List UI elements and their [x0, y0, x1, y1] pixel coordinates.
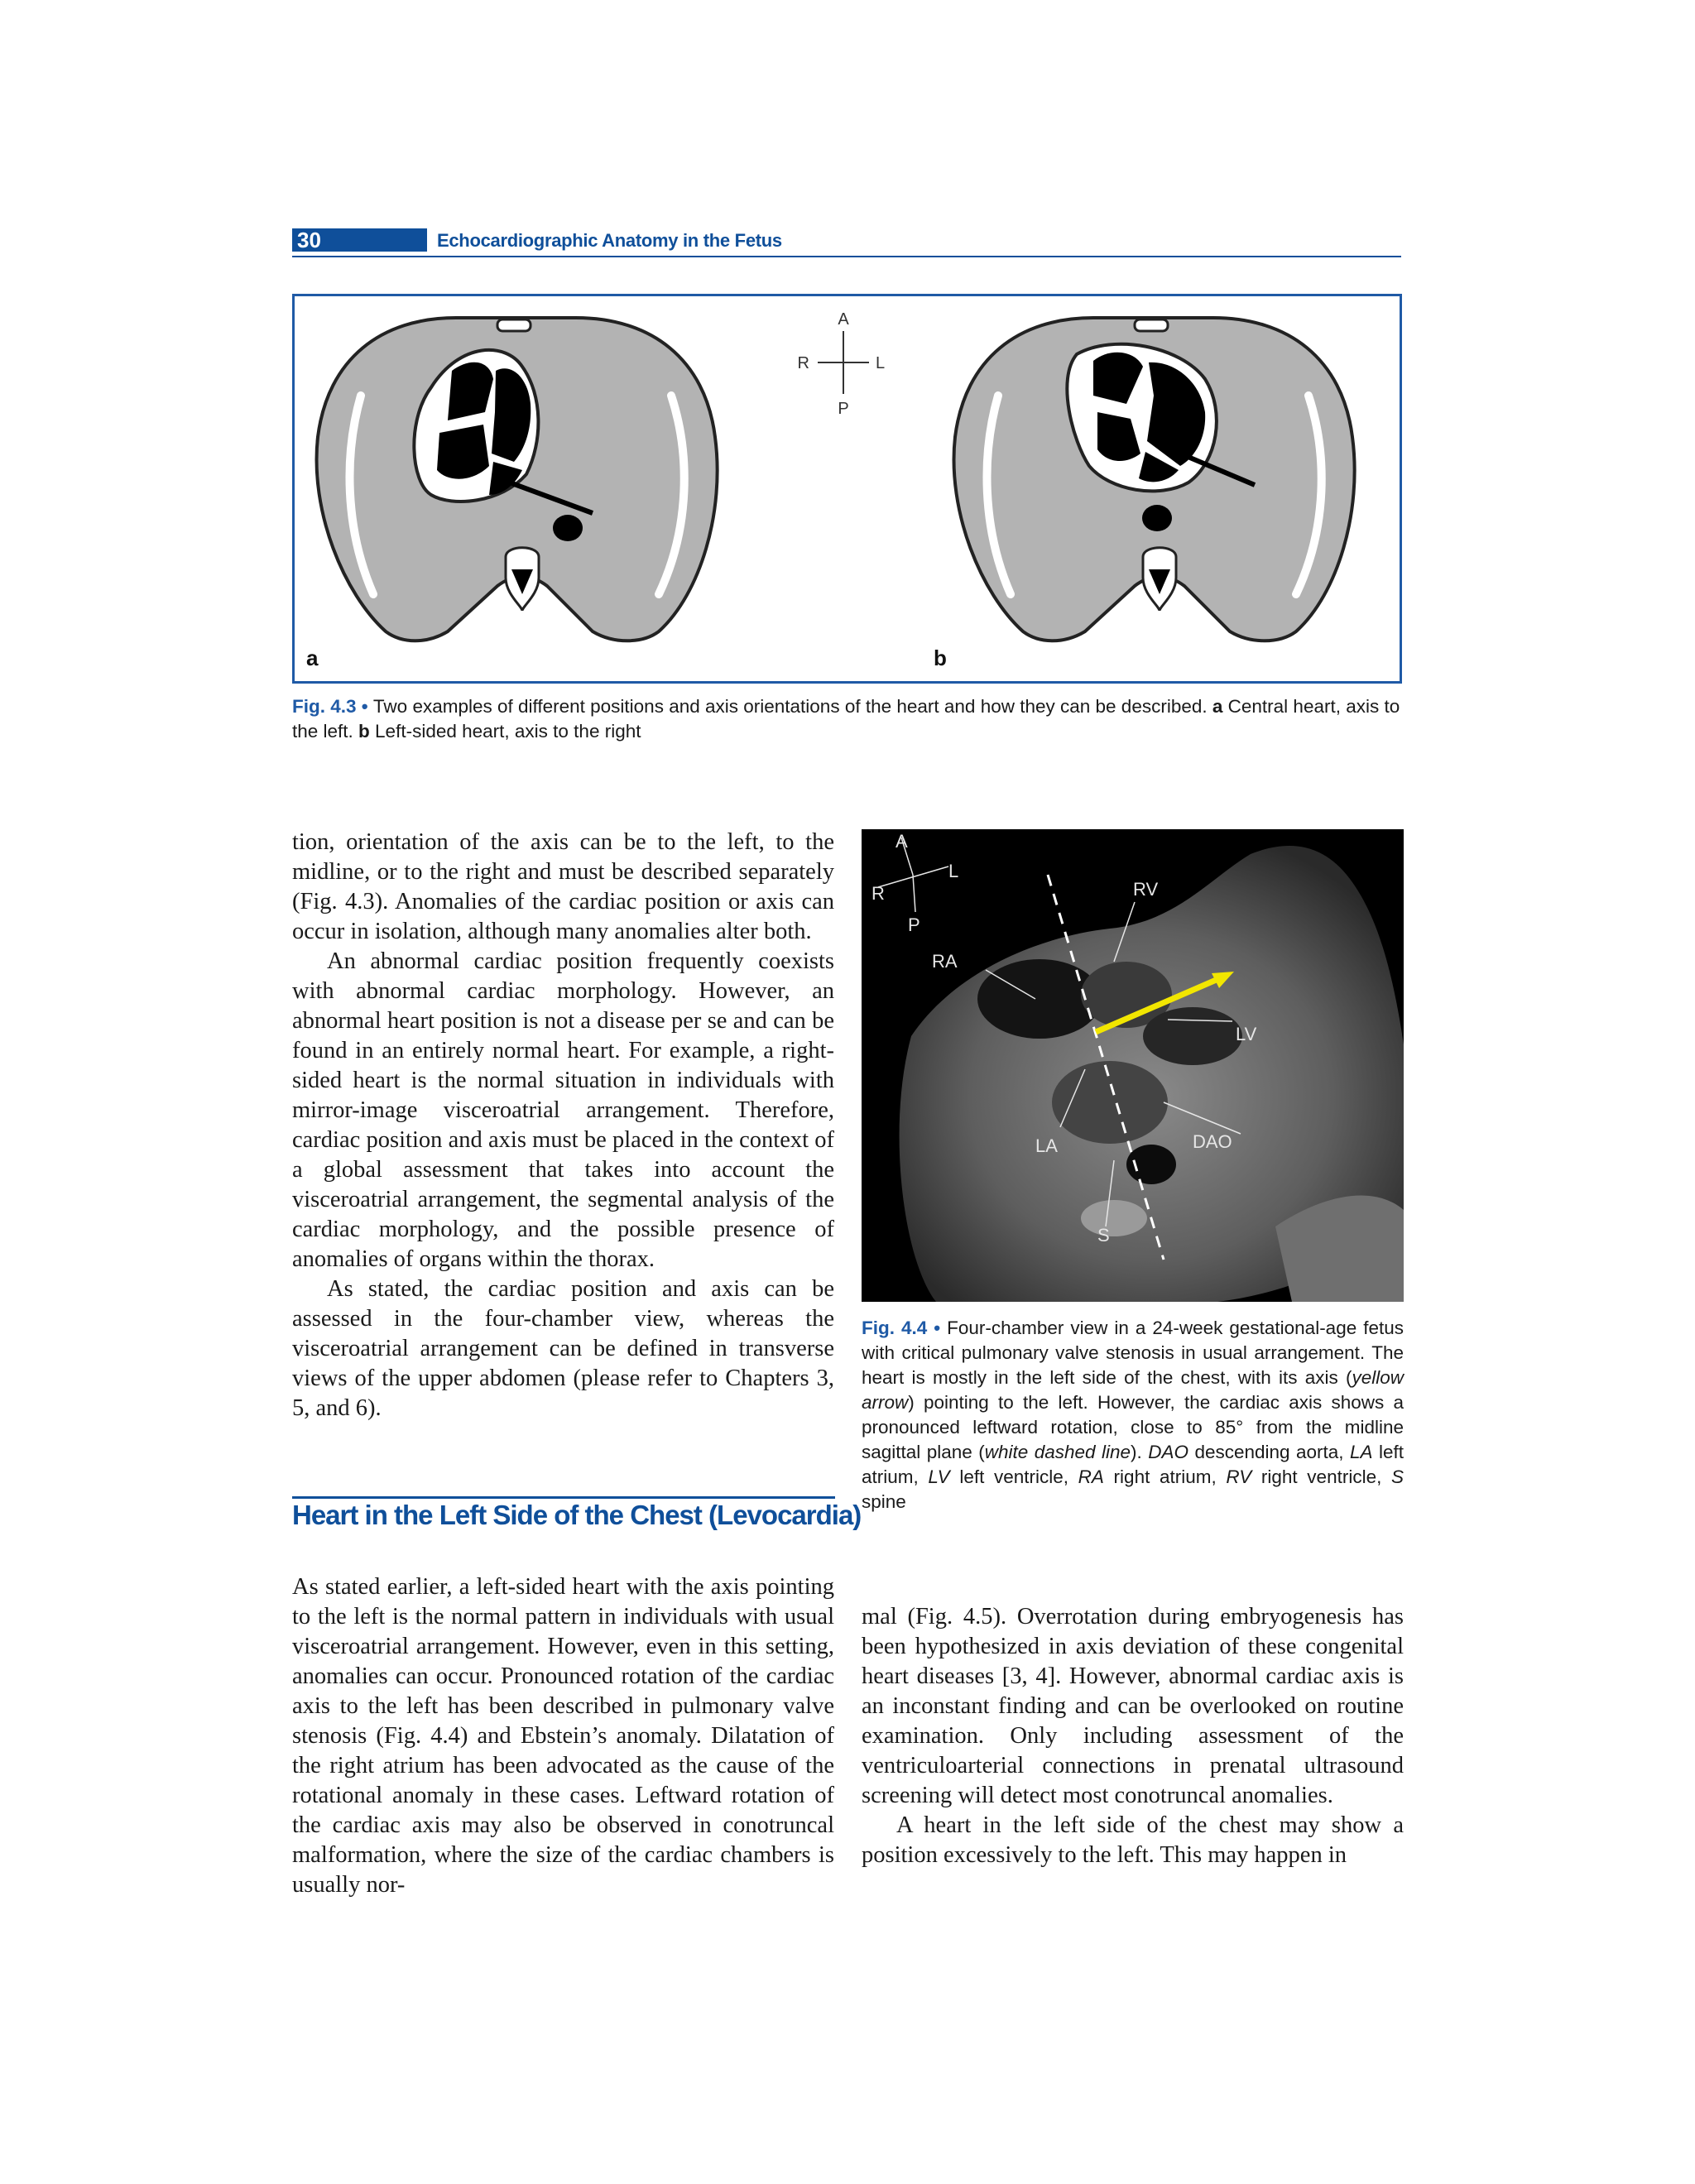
header-rule	[292, 256, 1401, 257]
thorax-diagram-a	[317, 318, 718, 641]
fig44-caption-text-5: left atrium,	[862, 1442, 1404, 1487]
fig43-caption-label: Fig. 4.3	[292, 696, 357, 717]
fig43-caption-a: a	[1212, 696, 1223, 717]
left-paragraph-2: An abnormal cardiac position frequently coexists with abnormal cardiac morphology. However, an abnormal heart position is not a disease per se and can be found in an entirely normal heart. For example, a right-sided heart is the normal situation in individuals with mirror-image visceroatrial arrangement. Therefore, cardiac position and axis must be placed in the context of a global assessment that takes into account the visceroatrial arrangement, the segmental analysis of the cardiac morphology, and the possible presence of anomalies of organs within the thorax.	[292, 948, 834, 1272]
us-orient-r: R	[872, 883, 885, 904]
fig43-caption-text-3: Left-sided heart, axis to the right	[369, 721, 641, 742]
page-number-box	[292, 228, 427, 252]
left-paragraph-3: As stated, the cardiac position and axis can be assessed in the four-chamber view, whereas the visceroatrial arrangement can be defined in transverse views of the upper abdomen (please refer to Chapters 3, 5, and 6).	[292, 1276, 834, 1421]
fig44-caption-text-4: descending aorta,	[1188, 1442, 1350, 1462]
fig43-caption-b: b	[358, 721, 370, 742]
fig44-caption-text-1: Four-chamber view in a 24-week gestational-age fetus with critical pulmonary valve stenosis in usual arrangement. The heart is mostly in the left side of the chest, with its axis (	[862, 1318, 1404, 1388]
figure-4-4-ultrasound	[862, 829, 1404, 1302]
fig44-caption-text-8: right ventricle,	[1251, 1466, 1391, 1487]
section-heading: Heart in the Left Side of the Chest (Levocardia)	[292, 1500, 862, 1530]
us-orient-a: A	[896, 831, 908, 852]
running-header	[292, 225, 1401, 258]
panel-label-a: a	[306, 646, 319, 670]
fig44-caption-italic-1: yellow arrow	[862, 1367, 1404, 1413]
fig43-caption-text-1: Two examples of different positions and axis orientations of the heart and how they can be described.	[372, 696, 1212, 717]
fig44-caption-label: Fig. 4.4	[862, 1318, 928, 1338]
orient-p: P	[838, 400, 849, 418]
fig44-abbr-la: LA	[1350, 1442, 1373, 1462]
fig44-caption-text-7: right atrium,	[1103, 1466, 1227, 1487]
bottom-right-column	[862, 1602, 1404, 1870]
fig44-caption-text-9: spine	[862, 1491, 906, 1512]
fig43-caption-bullet: •	[356, 696, 373, 717]
figure-4-3-caption	[292, 694, 1402, 744]
thorax-diagrams	[295, 296, 1400, 681]
bottom-left-column	[292, 1572, 834, 1900]
orientation-cross-fig43	[798, 310, 886, 418]
fig44-abbr-rv: RV	[1226, 1466, 1252, 1487]
bottom-right-paragraph-2: A heart in the left side of the chest may show a position excessively to the left. This may happen in	[862, 1812, 1404, 1868]
label-rv: RV	[1133, 879, 1159, 900]
orient-r: R	[797, 354, 809, 372]
label-la: LA	[1035, 1135, 1058, 1156]
orient-l: L	[876, 354, 886, 372]
fig44-caption-text-3: ).	[1131, 1442, 1149, 1462]
fig44-caption-italic-2: white dashed line	[984, 1442, 1131, 1462]
figure-4-4-caption	[862, 1316, 1404, 1514]
fig43-caption-text-2: Central heart, axis to the left.	[292, 696, 1400, 742]
fig44-caption-text-2: ) pointing to the left. However, the cardiac axis shows a pronounced leftward rotation, close to 85° from the midline sagittal plane (	[862, 1392, 1404, 1462]
label-dao: DAO	[1193, 1131, 1232, 1152]
left-column-text	[292, 828, 834, 1423]
bottom-right-paragraph-1: mal (Fig. 4.5). Overrotation during embryogenesis has been hypothesized in axis deviation of these congenital heart diseases [3, 4]. However, abnormal cardiac axis is an inconstant finding and can be overlooked on routine examination. Only including assessment of the ventriculoarterial connections in prenatal ultrasound screening will detect most conotruncal anomalies.	[862, 1604, 1404, 1808]
fig44-abbr-ra: RA	[1078, 1466, 1104, 1487]
label-lv: LV	[1236, 1024, 1257, 1044]
label-s: S	[1097, 1225, 1110, 1246]
orient-a: A	[838, 310, 849, 329]
thorax-diagram-b	[954, 318, 1355, 641]
fig44-caption-bullet: •	[927, 1318, 948, 1338]
bottom-left-paragraph-1: As stated earlier, a left-sided heart with the axis pointing to the left is the normal pattern in individuals with usual visceroatrial arrangement. However, even in this setting, anomalies can occur. Pronounced rotation of the cardiac axis to the left has been described in pulmonary valve stenosis (Fig. 4.4) and Ebstein’s anomaly. Dilatation of the right atrium has been advocated as the cause of the rotational anomaly in these cases. Leftward rotation of the cardiac axis may also be observed in conotruncal malformation, where the size of the cardiac chambers is usually nor-	[292, 1574, 834, 1898]
fig44-abbr-lv: LV	[928, 1466, 950, 1487]
us-orient-l: L	[948, 861, 959, 881]
us-orient-p: P	[908, 914, 920, 935]
fig44-caption-text-6: left ventricle,	[949, 1466, 1078, 1487]
section-heading-rule	[292, 1496, 835, 1499]
label-ra: RA	[932, 951, 958, 972]
fig44-abbr-s: S	[1390, 1466, 1404, 1487]
page-number: 30	[297, 228, 321, 252]
panel-label-b: b	[934, 646, 947, 670]
ultrasound-image	[862, 829, 1404, 1302]
running-title: Echocardiographic Anatomy in the Fetus	[437, 230, 782, 251]
left-paragraph-1: tion, orientation of the axis can be to the left, to the midline, or to the right and must be described separately (Fig. 4.3). Anomalies of the cardiac position or axis can occur in isolation, although many anomalies alter both.	[292, 829, 834, 944]
figure-4-3	[292, 294, 1402, 684]
fig44-abbr-dao: DAO	[1148, 1442, 1188, 1462]
